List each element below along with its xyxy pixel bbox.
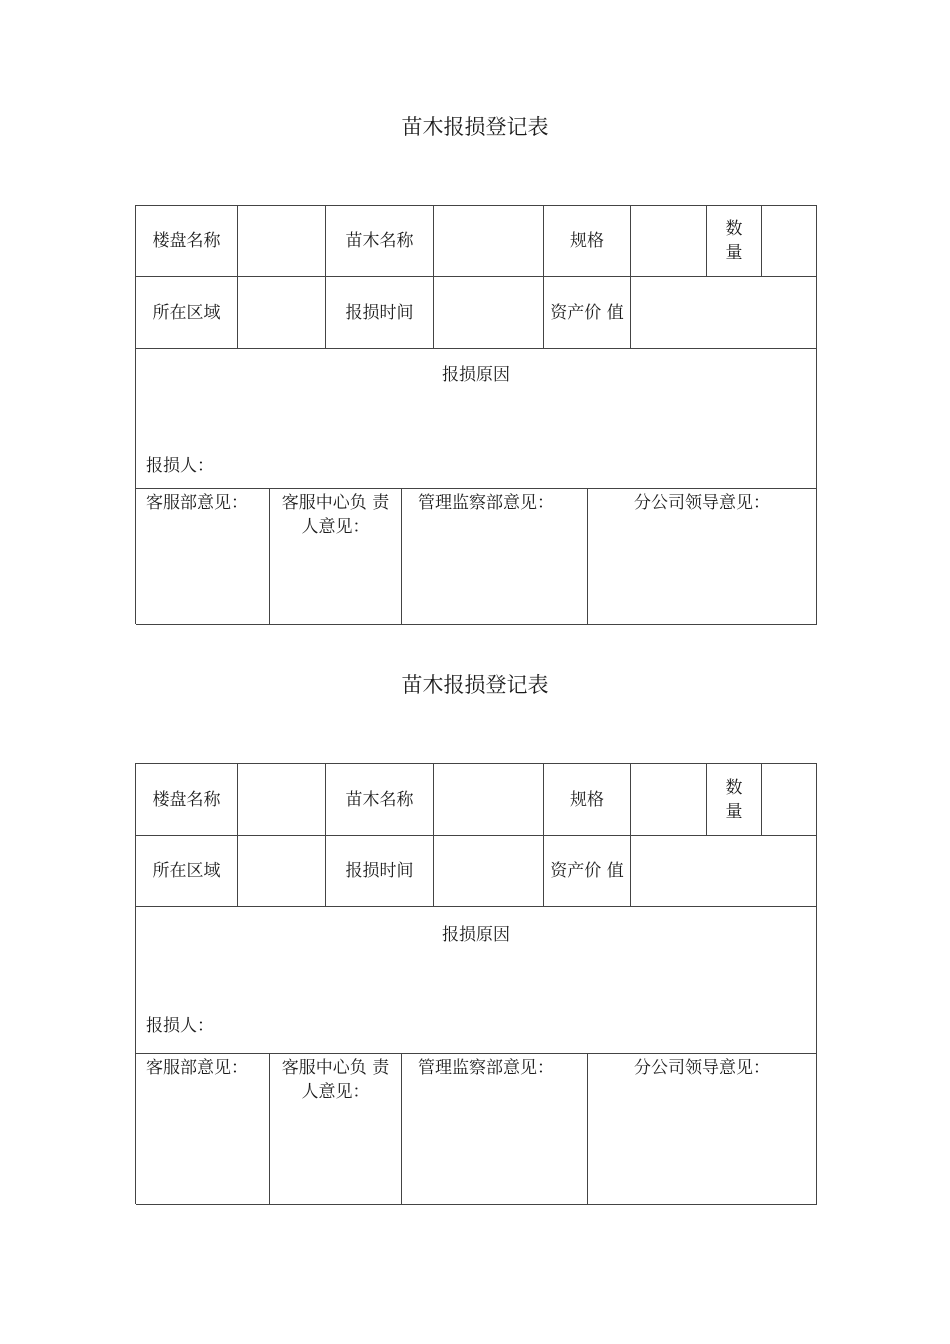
asset-value-field[interactable] xyxy=(631,277,817,349)
supervision-dept-opinion[interactable]: 管理监察部意见： xyxy=(402,1054,588,1205)
damage-time-field[interactable] xyxy=(434,277,544,349)
area-field[interactable] xyxy=(238,836,326,907)
supervision-dept-opinion[interactable]: 管理监察部意见： xyxy=(402,489,588,625)
plant-name-label: 苗木名称 xyxy=(326,206,434,277)
property-name-field[interactable] xyxy=(238,206,326,277)
service-center-head-opinion[interactable]: 客服中心负 责人意见： xyxy=(270,1054,402,1205)
plant-name-field[interactable] xyxy=(434,206,544,277)
form-table xyxy=(135,763,817,1204)
property-name-label: 楼盘名称 xyxy=(136,764,238,836)
quantity-label: 数量 xyxy=(725,219,743,263)
form-table xyxy=(135,205,817,624)
customer-service-opinion[interactable]: 客服部意见： xyxy=(136,489,270,625)
damage-time-label: 报损时间 xyxy=(326,836,434,907)
quantity-label-cell xyxy=(707,206,762,277)
branch-leader-opinion[interactable]: 分公司领导意见： xyxy=(588,489,817,625)
damage-reason-label: 报损原因 xyxy=(442,365,510,385)
service-center-head-opinion[interactable]: 客服中心负 责人意见： xyxy=(270,489,402,625)
area-field[interactable] xyxy=(238,277,326,349)
damage-time-label: 报损时间 xyxy=(326,277,434,349)
quantity-field[interactable] xyxy=(762,764,817,836)
reporter-label: 报损人： xyxy=(146,456,214,476)
area-label: 所在区域 xyxy=(136,277,238,349)
damage-reason-section[interactable] xyxy=(136,349,817,489)
spec-label: 规格 xyxy=(544,206,631,277)
reporter-label: 报损人： xyxy=(146,1016,214,1036)
asset-value-field[interactable] xyxy=(631,836,817,907)
branch-leader-opinion[interactable]: 分公司领导意见： xyxy=(588,1054,817,1205)
asset-value-label: 资产价 值 xyxy=(544,277,631,349)
damage-reason-section[interactable] xyxy=(136,907,817,1054)
plant-name-field[interactable] xyxy=(434,764,544,836)
spec-field[interactable] xyxy=(631,206,707,277)
property-name-field[interactable] xyxy=(238,764,326,836)
quantity-field[interactable] xyxy=(762,206,817,277)
spec-label: 规格 xyxy=(544,764,631,836)
customer-service-opinion[interactable]: 客服部意见： xyxy=(136,1054,270,1205)
quantity-label: 数量 xyxy=(725,777,743,822)
form-title: 苗木报损登记表 xyxy=(401,115,549,139)
damage-reason-label: 报损原因 xyxy=(442,925,510,945)
area-label: 所在区域 xyxy=(136,836,238,907)
form-title: 苗木报损登记表 xyxy=(401,673,549,697)
property-name-label: 楼盘名称 xyxy=(136,206,238,277)
damage-time-field[interactable] xyxy=(434,836,544,907)
quantity-label-cell xyxy=(707,764,762,836)
spec-field[interactable] xyxy=(631,764,707,836)
asset-value-label: 资产价 值 xyxy=(544,836,631,907)
plant-name-label: 苗木名称 xyxy=(326,764,434,836)
